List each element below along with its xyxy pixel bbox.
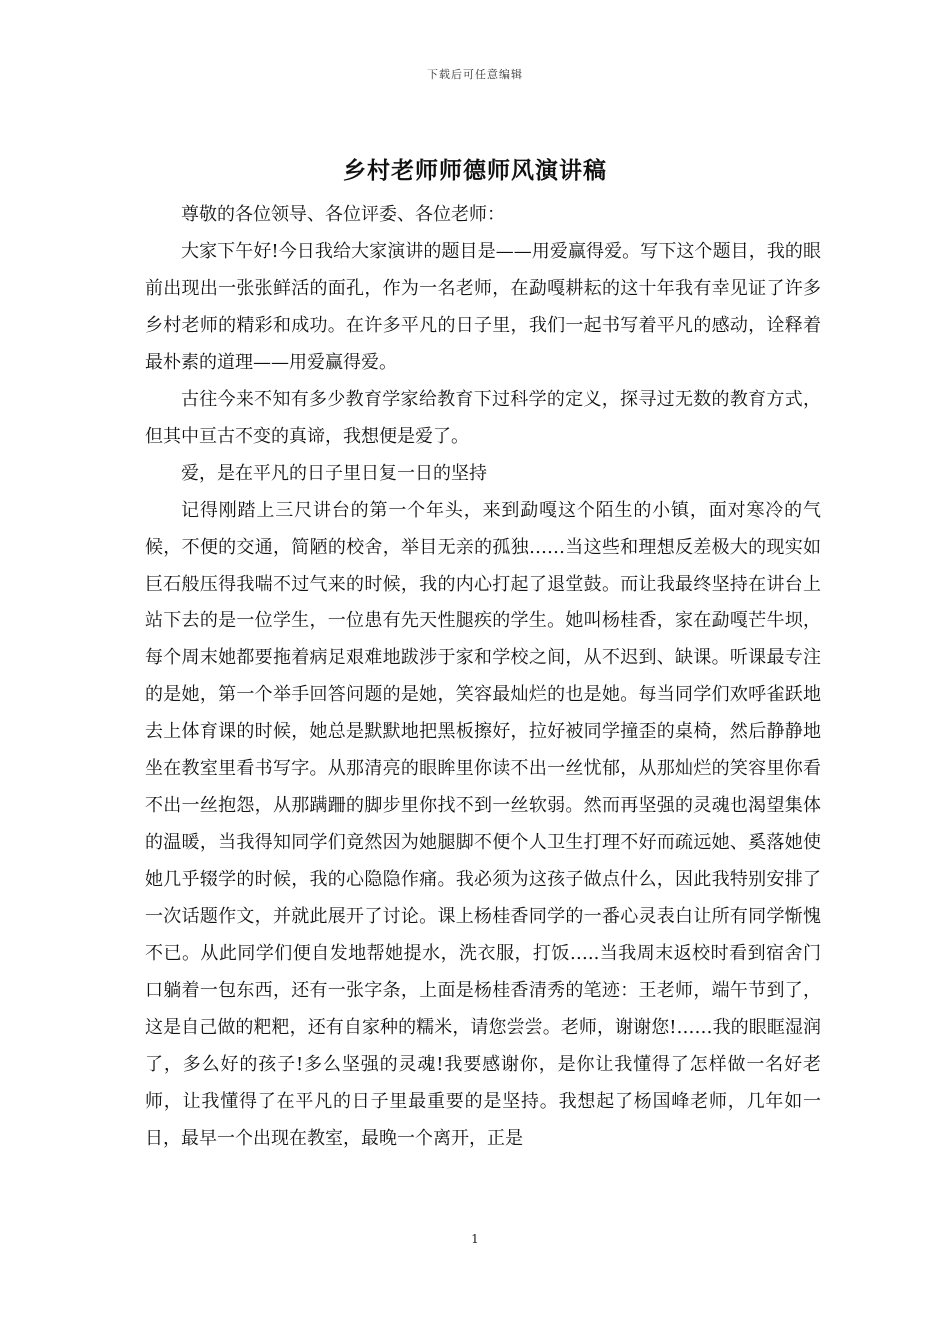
page-number: 1	[471, 1232, 479, 1246]
body-paragraph: 古往今来不知有多少教育学家给教育下过科学的定义，探寻过无数的教育方式，但其中亘古不变的真谛，我想便是爱了。	[145, 388, 821, 447]
body-paragraph: 大家下午好!今日我给大家演讲的题目是——用爱赢得爱。写下这个题目，我的眼前出现出一张张鲜活的面孔，作为一名老师，在勐嘎耕耘的这十年我有幸见证了许多乡村老师的精彩和成功。在许多平凡的日子里，我们一起书写着平凡的感动，诠释着最朴素的道理——用爱赢得爱。	[145, 240, 821, 373]
body-paragraph: 记得刚踏上三尺讲台的第一个年头，来到勐嘎这个陌生的小镇，面对寒冷的气候，不便的交通，简陋的校舍，举目无亲的孤独……当这些和理想反差极大的现实如巨石般压得我喘不过气来的时候，我的内心打起了退堂鼓。而让我最终坚持在讲台上站下去的是一位学生，一位患有先天性腿疾的学生。她叫杨桂香，家在勐嘎芒牛坝，每个周末她都要拖着病足艰难地跋涉于家和学校之间，从不迟到、缺课。听课最专注的是她，第一个举手回答问题的是她，笑容最灿烂的也是她。每当同学们欢呼雀跃地去上体育课的时候，她总是默默地把黑板擦好，拉好被同学撞歪的桌椅，然后静静地坐在教室里看书写字。从那清亮的眼眸里你读不出一丝忧郁，从那灿烂的笑容里你看不出一丝抱怨，从那蹒跚的脚步里你找不到一丝软弱。然而再坚强的灵魂也渴望集体的温暖，当我得知同学们竟然因为她腿脚不便个人卫生打理不好而疏远她、奚落她使她几乎辍学的时候，我的心隐隐作痛。我必须为这孩子做点什么，因此我特别安排了一次话题作文，并就此展开了讨论。课上杨桂香同学的一番心灵表白让所有同学惭愧不已。从此同学们便自发地帮她提水，洗衣服，打饭…..当我周末返校时看到宿舍门口躺着一包东西，还有一张字条，上面是杨桂香清秀的笔迹：王老师，端午节到了，这是自己做的粑粑，还有自家种的糯米，请您尝尝。老师，谢谢您!……我的眼眶湿润了，多么好的孩子!多么坚强的灵魂!我要感谢你，是你让我懂得了怎样做一名好老师，让我懂得了在平凡的日子里最重要的是坚持。我想起了杨国峰老师，几年如一日，最早一个出现在教室，最晚一个离开，正是	[145, 499, 821, 1149]
document-body	[145, 197, 821, 1158]
salutation-paragraph: 尊敬的各位领导、各位评委、各位老师：	[181, 204, 505, 225]
document-title: 乡村老师师德师风演讲稿	[343, 157, 607, 184]
section-heading-paragraph: 爱，是在平凡的日子里日复一日的坚持	[181, 462, 487, 484]
page-header-note: 下载后可任意编辑	[427, 68, 523, 81]
